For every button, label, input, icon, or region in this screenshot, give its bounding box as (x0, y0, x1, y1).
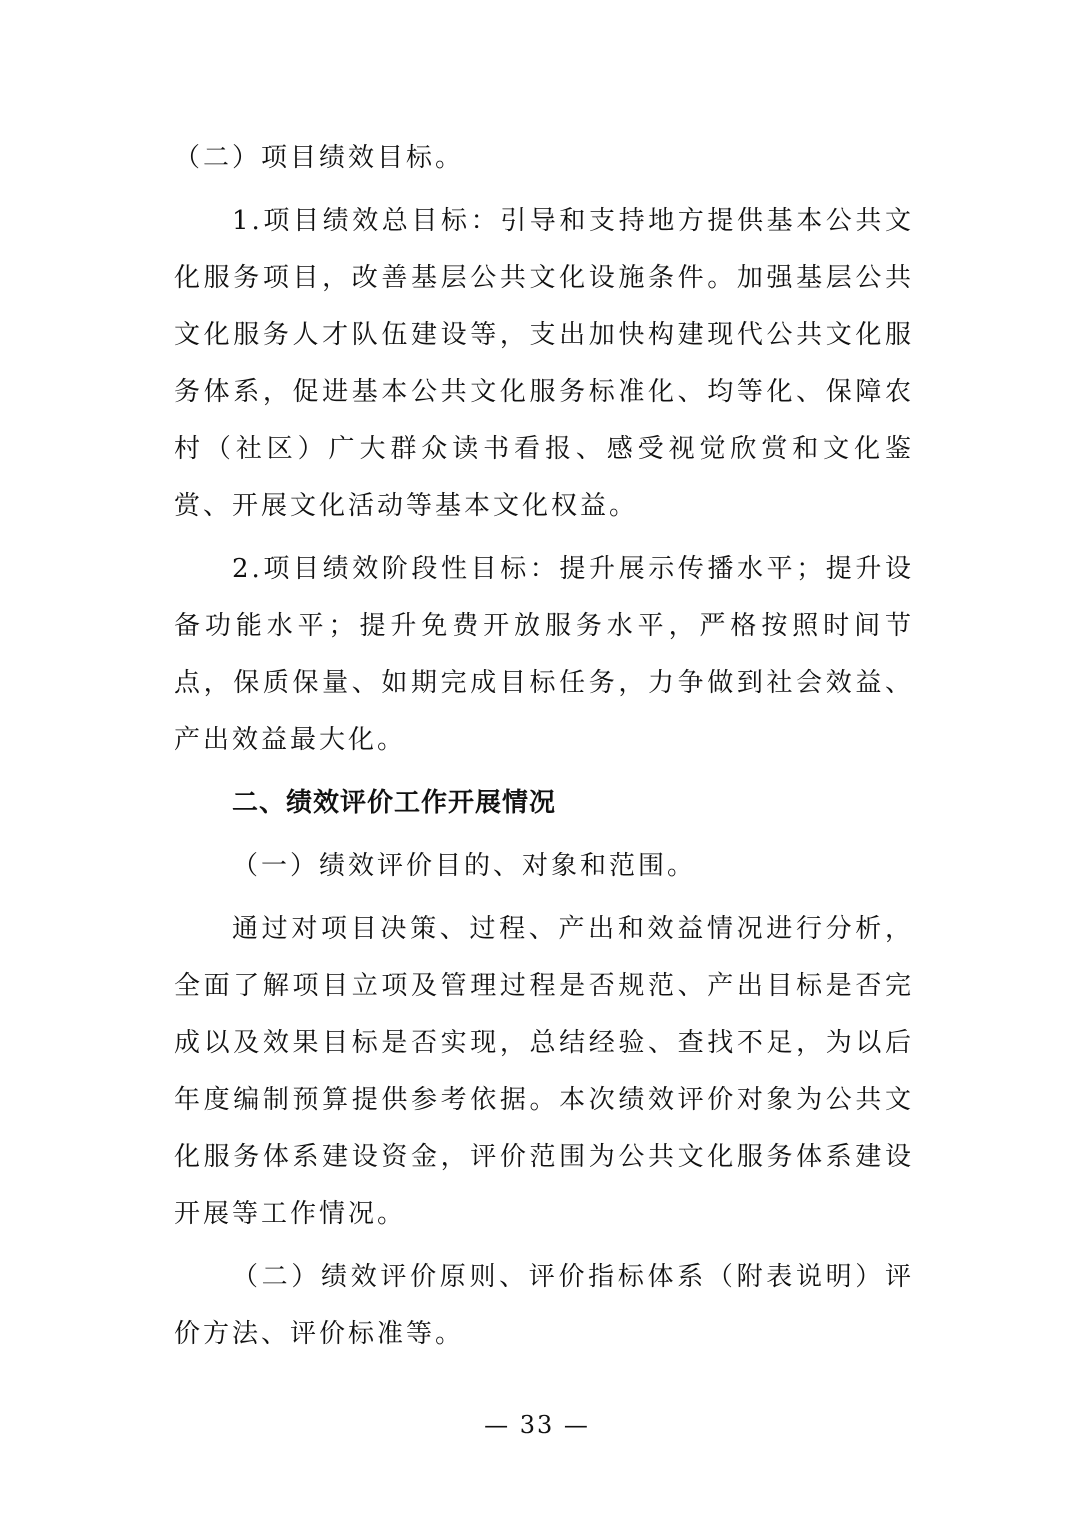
paragraph-phase-goal: 2.项目绩效阶段性目标：提升展示传播水平；提升设备功能水平；提升免费开放服务水平，严格按照时间节点，保质保量、如期完成目标任务，力争做到社会效益、产出效益最大化。 (174, 554, 914, 755)
section-heading-evaluation: 二、绩效评价工作开展情况 (232, 788, 557, 818)
paragraph-overall-goal: 1.项目绩效总目标：引导和支持地方提供基本公共文化服务项目，改善基层公共文化设施条件。加强基层公共文化服务人才队伍建设等，支出加快构建现代公共文化服务体系，促进基本公共文化服务标准化、均等化、保障农村（社区）广大群众读书看报、感受视觉欣赏和文化鉴赏、开展文化活动等基本文化权益。 (174, 206, 914, 521)
paragraph-purpose-scope: 通过对项目决策、过程、产出和效益情况进行分析，全面了解项目立项及管理过程是否规范、产出目标是否完成以及效果目标是否实现，总结经验、查找不足，为以后年度编制预算提供参考依据。本次绩效评价对象为公共文化服务体系建设资金，评价范围为公共文化服务体系建设开展等工作情况。 (174, 914, 914, 1229)
section-subtitle-principles: （二）绩效评价原则、评价指标体系（附表说明）评价方法、评价标准等。 (174, 1262, 914, 1349)
section-subtitle-performance-goals: （二）项目绩效目标。 (174, 143, 465, 173)
document-body (174, 130, 914, 1363)
page-number: — 33 — (484, 1411, 590, 1439)
section-subtitle-purpose-scope: （一）绩效评价目的、对象和范围。 (232, 851, 697, 881)
